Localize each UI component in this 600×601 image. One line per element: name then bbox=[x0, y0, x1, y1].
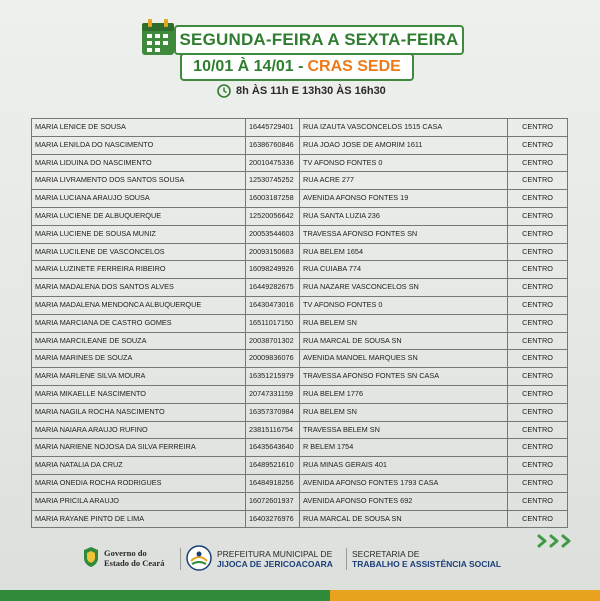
table-row bbox=[31, 226, 568, 244]
nis-number: 16351215979 bbox=[245, 368, 299, 385]
date-range: 10/01 À 14/01 - bbox=[193, 58, 304, 75]
table-row bbox=[31, 315, 568, 333]
secretaria-line1: SECRETARIA DE bbox=[352, 549, 420, 559]
next-arrows-icon bbox=[536, 533, 574, 549]
table-row bbox=[31, 172, 568, 190]
neighborhood: CENTRO bbox=[507, 172, 568, 189]
beneficiary-name: MARIA NATALIA DA CRUZ bbox=[31, 457, 245, 474]
beneficiary-name: MARIA MARINES DE SOUZA bbox=[31, 350, 245, 367]
nis-number: 20093150683 bbox=[245, 244, 299, 261]
address: RUA BELEM 1776 bbox=[299, 386, 507, 403]
address: RUA MARCAL DE SOUSA SN bbox=[299, 511, 507, 528]
nis-number: 16449282675 bbox=[245, 279, 299, 296]
nis-number: 16003187258 bbox=[245, 190, 299, 207]
beneficiary-name: MARIA LENICE DE SOUSA bbox=[31, 119, 245, 136]
ceara-seal-icon bbox=[82, 546, 100, 568]
address: RUA NAZARE VASCONCELOS SN bbox=[299, 279, 507, 296]
nis-number: 20747331159 bbox=[245, 386, 299, 403]
table-row bbox=[31, 439, 568, 457]
neighborhood: CENTRO bbox=[507, 386, 568, 403]
address: RUA ACRE 277 bbox=[299, 172, 507, 189]
neighborhood: CENTRO bbox=[507, 493, 568, 510]
date-location-banner bbox=[180, 53, 414, 81]
table-row bbox=[31, 297, 568, 315]
beneficiary-name: MARIA LIDUINA DO NASCIMENTO bbox=[31, 155, 245, 172]
table-row bbox=[31, 333, 568, 351]
beneficiary-name: MARIA MADALENA DOS SANTOS ALVES bbox=[31, 279, 245, 296]
neighborhood: CENTRO bbox=[507, 439, 568, 456]
secretaria-logo bbox=[352, 549, 501, 569]
footer-divider bbox=[180, 548, 181, 570]
nis-number: 20010475336 bbox=[245, 155, 299, 172]
address: RUA MINAS GERAIS 401 bbox=[299, 457, 507, 474]
table-row bbox=[31, 386, 568, 404]
beneficiary-name: MARIA NAIARA ARAUJO RUFINO bbox=[31, 422, 245, 439]
address: AVENIDA AFONSO FONTES 19 bbox=[299, 190, 507, 207]
beneficiary-name: MARIA MIKAELLE NASCIMENTO bbox=[31, 386, 245, 403]
table-row bbox=[31, 137, 568, 155]
beneficiary-name: MARIA ONEDIA ROCHA RODRIGUES bbox=[31, 475, 245, 492]
beneficiary-name: MARIA MADALENA MENDONCA ALBUQUERQUE bbox=[31, 297, 245, 314]
address: TRAVESSA AFONSO FONTES SN CASA bbox=[299, 368, 507, 385]
neighborhood: CENTRO bbox=[507, 190, 568, 207]
nis-number: 16489521610 bbox=[245, 457, 299, 474]
beneficiary-name: MARIA LUCILENE DE VASCONCELOS bbox=[31, 244, 245, 261]
beneficiary-name: MARIA MARCIANA DE CASTRO GOMES bbox=[31, 315, 245, 332]
beneficiary-name: MARIA PRICILA ARAUJO bbox=[31, 493, 245, 510]
beneficiary-name: MARIA LUCIENE DE SOUSA MUNIZ bbox=[31, 226, 245, 243]
beneficiary-name: MARIA LUCIENE DE ALBUQUERQUE bbox=[31, 208, 245, 225]
beneficiary-name: MARIA NAGILA ROCHA NASCIMENTO bbox=[31, 404, 245, 421]
ceara-line2: Estado do Ceará bbox=[104, 558, 165, 568]
beneficiary-name: MARIA LUCIANA ARAUJO SOUSA bbox=[31, 190, 245, 207]
neighborhood: CENTRO bbox=[507, 368, 568, 385]
neighborhood: CENTRO bbox=[507, 208, 568, 225]
nis-number: 16098249926 bbox=[245, 261, 299, 278]
address: RUA SANTA LUZIA 236 bbox=[299, 208, 507, 225]
clock-icon bbox=[217, 84, 231, 98]
address: RUA MARCAL DE SOUSA SN bbox=[299, 333, 507, 350]
beneficiary-name: MARIA LUZINETE FERREIRA RIBEIRO bbox=[31, 261, 245, 278]
beneficiary-name: MARIA RAYANE PINTO DE LIMA bbox=[31, 511, 245, 528]
address: AVENIDA AFONSO FONTES 692 bbox=[299, 493, 507, 510]
address: RUA BELEM SN bbox=[299, 315, 507, 332]
nis-number: 20009836076 bbox=[245, 350, 299, 367]
nis-number: 16357370984 bbox=[245, 404, 299, 421]
neighborhood: CENTRO bbox=[507, 137, 568, 154]
table-row bbox=[31, 422, 568, 440]
table-row bbox=[31, 190, 568, 208]
neighborhood: CENTRO bbox=[507, 350, 568, 367]
address: TV AFONSO FONTES 0 bbox=[299, 297, 507, 314]
title-text: SEGUNDA-FEIRA A SEXTA-FEIRA bbox=[179, 30, 459, 49]
secretaria-line2: TRABALHO E ASSISTÊNCIA SOCIAL bbox=[352, 559, 502, 569]
neighborhood: CENTRO bbox=[507, 244, 568, 261]
beneficiary-name: MARIA NARIENE NOJOSA DA SILVA FERREIRA bbox=[31, 439, 245, 456]
beneficiary-table bbox=[31, 118, 568, 528]
address: AVENIDA MANOEL MARQUES SN bbox=[299, 350, 507, 367]
neighborhood: CENTRO bbox=[507, 422, 568, 439]
ceara-line1: Governo do bbox=[104, 548, 147, 558]
nis-number: 23815116754 bbox=[245, 422, 299, 439]
neighborhood: CENTRO bbox=[507, 404, 568, 421]
location: CRAS SEDE bbox=[307, 58, 401, 75]
table-row bbox=[31, 119, 568, 137]
nis-number: 16484918256 bbox=[245, 475, 299, 492]
beneficiary-name: MARIA MARCILEANE DE SOUZA bbox=[31, 333, 245, 350]
calendar-icon bbox=[141, 18, 177, 56]
neighborhood: CENTRO bbox=[507, 226, 568, 243]
table-row bbox=[31, 511, 568, 529]
footer-divider bbox=[346, 548, 347, 570]
beneficiary-name: MARIA MARLENE SILVA MOURA bbox=[31, 368, 245, 385]
ceara-government-logo bbox=[104, 548, 164, 568]
table-row bbox=[31, 261, 568, 279]
nis-number: 16386760846 bbox=[245, 137, 299, 154]
nis-number: 16430473016 bbox=[245, 297, 299, 314]
bottom-color-stripe bbox=[0, 590, 600, 601]
nis-number: 16445729401 bbox=[245, 119, 299, 136]
neighborhood: CENTRO bbox=[507, 261, 568, 278]
nis-number: 16072601937 bbox=[245, 493, 299, 510]
address: RUA BELEM SN bbox=[299, 404, 507, 421]
beneficiary-name: MARIA LENILDA DO NASCIMENTO bbox=[31, 137, 245, 154]
neighborhood: CENTRO bbox=[507, 475, 568, 492]
address: RUA CUIABA 774 bbox=[299, 261, 507, 278]
table-row bbox=[31, 368, 568, 386]
neighborhood: CENTRO bbox=[507, 155, 568, 172]
table-row bbox=[31, 404, 568, 422]
table-row bbox=[31, 493, 568, 511]
nis-number: 16511017150 bbox=[245, 315, 299, 332]
table-row bbox=[31, 208, 568, 226]
address: RUA IZAUTA VASCONCELOS 1515 CASA bbox=[299, 119, 507, 136]
opening-hours: 8h ÀS 11h E 13h30 ÀS 16h30 bbox=[236, 85, 386, 97]
nis-number: 12520056642 bbox=[245, 208, 299, 225]
prefeitura-line1: PREFEITURA MUNICIPAL DE bbox=[217, 549, 333, 559]
beneficiary-name: MARIA LIVRAMENTO DOS SANTOS SOUSA bbox=[31, 172, 245, 189]
neighborhood: CENTRO bbox=[507, 457, 568, 474]
prefeitura-line2: JIJOCA DE JERICOACOARA bbox=[217, 559, 333, 569]
table-row bbox=[31, 350, 568, 368]
table-row bbox=[31, 244, 568, 262]
address: TRAVESSA BELEM SN bbox=[299, 422, 507, 439]
nis-number: 16435643640 bbox=[245, 439, 299, 456]
address: RUA JOAO JOSE DE AMORIM 1611 bbox=[299, 137, 507, 154]
nis-number: 20053544603 bbox=[245, 226, 299, 243]
neighborhood: CENTRO bbox=[507, 297, 568, 314]
table-row bbox=[31, 155, 568, 173]
address: AVENIDA AFONSO FONTES 1793 CASA bbox=[299, 475, 507, 492]
nis-number: 20038701302 bbox=[245, 333, 299, 350]
neighborhood: CENTRO bbox=[507, 333, 568, 350]
nis-number: 16403276976 bbox=[245, 511, 299, 528]
nis-number: 12530745252 bbox=[245, 172, 299, 189]
neighborhood: CENTRO bbox=[507, 119, 568, 136]
address: TRAVESSA AFONSO FONTES SN bbox=[299, 226, 507, 243]
neighborhood: CENTRO bbox=[507, 511, 568, 528]
schedule-days-title bbox=[174, 25, 464, 55]
neighborhood: CENTRO bbox=[507, 315, 568, 332]
address: TV AFONSO FONTES 0 bbox=[299, 155, 507, 172]
table-row bbox=[31, 279, 568, 297]
address: RUA BELEM 1654 bbox=[299, 244, 507, 261]
neighborhood: CENTRO bbox=[507, 279, 568, 296]
table-row bbox=[31, 457, 568, 475]
prefeitura-logo bbox=[217, 549, 333, 569]
table-row bbox=[31, 475, 568, 493]
address: R BELEM 1754 bbox=[299, 439, 507, 456]
jijoca-seal-icon bbox=[186, 545, 212, 571]
